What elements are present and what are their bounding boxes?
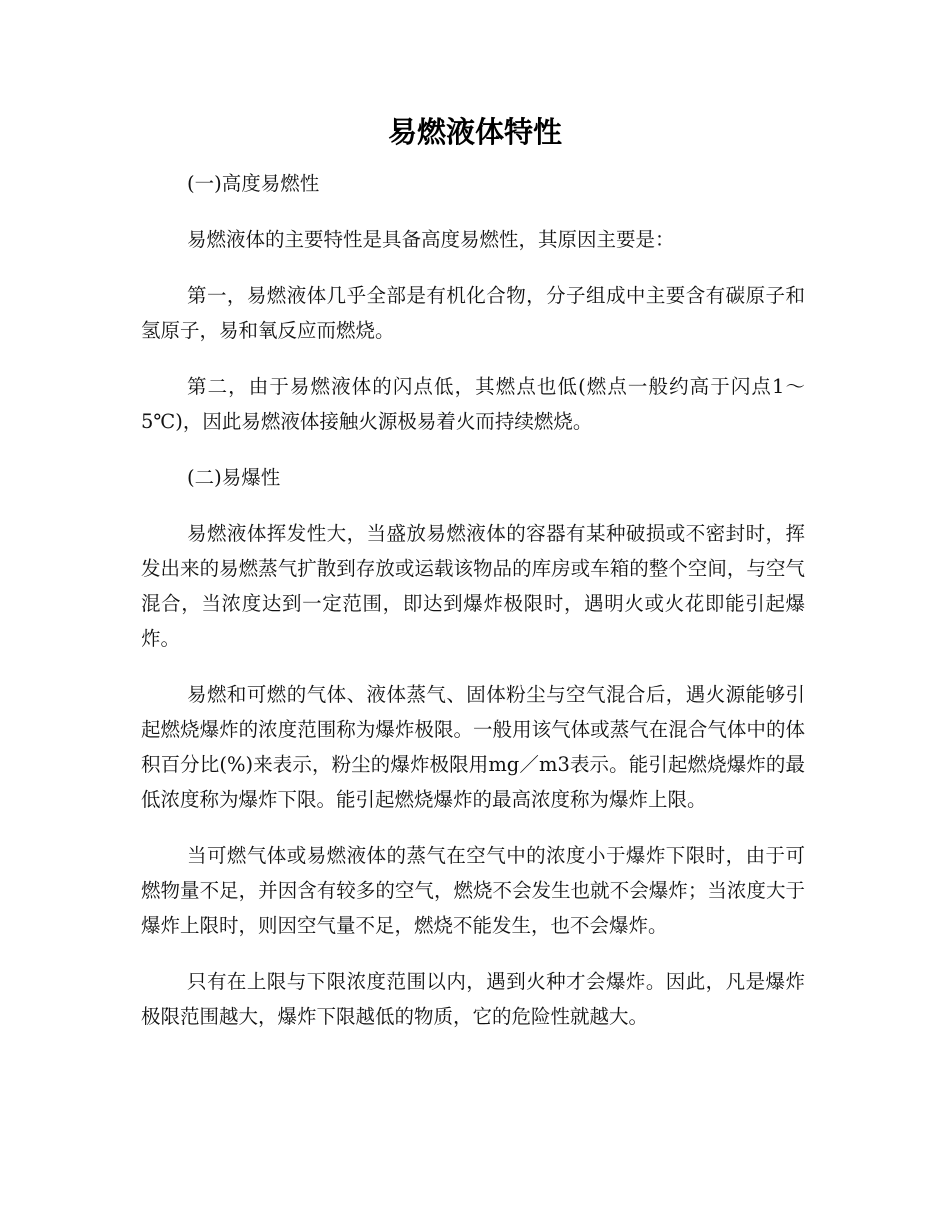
- paragraph-second-reason: 第二，由于易燃液体的闪点低，其燃点也低(燃点一般约高于闪点1～5℃)，因此易燃液体接触火源极易着火而持续燃烧。: [141, 375, 805, 433]
- paragraph-first-reason: 第一，易燃液体几乎全部是有机化合物，分子组成中主要含有碳原子和氢原子，易和氧反应而燃烧。: [141, 284, 805, 342]
- paragraph-conclusion: 只有在上限与下限浓度范围以内，遇到火种才会爆炸。因此，凡是爆炸极限范围越大，爆炸下限越低的物质，它的危险性就越大。: [141, 970, 805, 1028]
- paragraph-concentration: 当可燃气体或易燃液体的蒸气在空气中的浓度小于爆炸下限时，由于可燃物量不足，并因含有较多的空气，燃烧不会发生也就不会爆炸；当浓度大于爆炸上限时，则因空气量不足，燃烧不能发生，也不会爆炸。: [141, 844, 805, 937]
- paragraph-explosion-limits: 易燃和可燃的气体、液体蒸气、固体粉尘与空气混合后，遇火源能够引起燃烧爆炸的浓度范围称为爆炸极限。一般用该气体或蒸气在混合气体中的体积百分比(%)来表示，粉尘的爆炸极限用mg／m3表示。能引起燃烧爆炸的最低浓度称为爆炸下限。能引起燃烧爆炸的最高浓度称为爆炸上限。: [141, 683, 805, 811]
- document-title: 易燃液体特性: [387, 115, 562, 149]
- paragraph-intro: 易燃液体的主要特性是具备高度易燃性，其原因主要是：: [187, 228, 675, 251]
- document-body: [141, 166, 805, 1055]
- section-heading-flammability: (一)高度易燃性: [187, 172, 320, 195]
- section-heading-explosiveness: (二)易爆性: [187, 466, 281, 489]
- paragraph-volatility: 易燃液体挥发性大，当盛放易燃液体的容器有某种破损或不密封时，挥发出来的易燃蒸气扩散到存放或运载该物品的库房或车箱的整个空间，与空气混合，当浓度达到一定范围，即达到爆炸极限时，遇明火或火花即能引起爆炸。: [141, 522, 805, 650]
